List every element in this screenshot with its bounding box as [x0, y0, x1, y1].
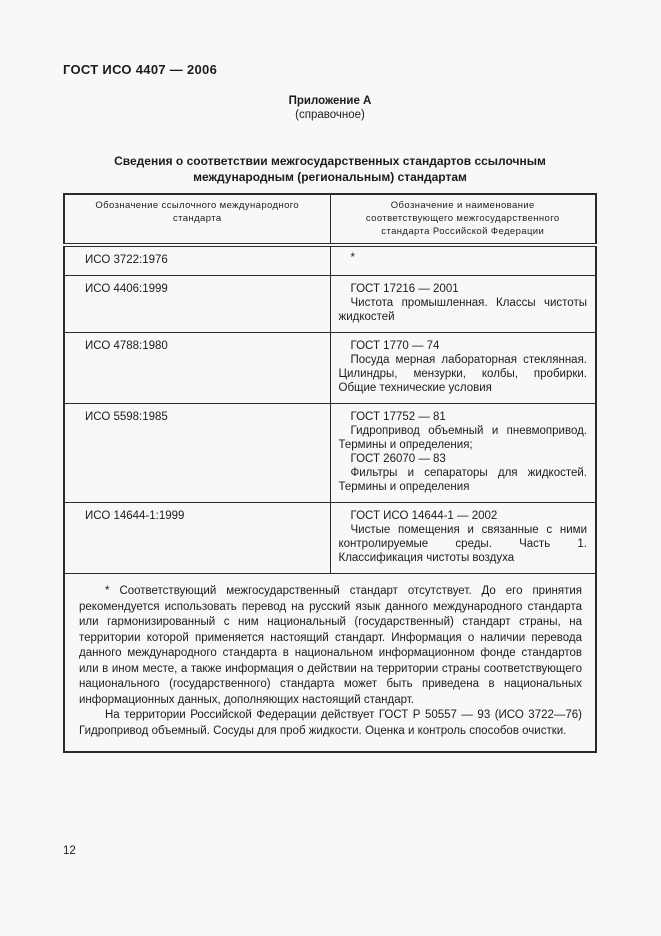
table-title-line1: Сведения о соответствии межгосударственных стандартов ссылочным [114, 154, 546, 168]
appendix-label: Приложение А [288, 95, 372, 107]
header-gost-standard: Обозначение и наименование соответствующего межгосударственного стандарта Российской Федерации [330, 194, 596, 245]
table-row [64, 503, 596, 574]
cell-text-line: Гидропривод объемный и пневмопривод. Термины и определения; [338, 425, 587, 451]
appendix-heading [63, 94, 597, 122]
gost-standard-cell [330, 503, 596, 574]
intl-standard-cell: ИСО 3722:1976 [64, 245, 330, 276]
header-intl-standard: Обозначение ссылочного международного стандарта [64, 194, 330, 245]
cell-text-line: ГОСТ ИСО 14644-1 — 2002 [350, 510, 498, 522]
table-footnote-section [64, 574, 596, 753]
appendix-kind: (справочное) [295, 109, 365, 121]
cell-text-line: ГОСТ 1770 — 74 [350, 340, 440, 352]
footnote-cell [64, 574, 596, 753]
document-code: ГОСТ ИСО 4407 — 2006 [63, 62, 218, 77]
intl-standard-cell: ИСО 5598:1985 [64, 404, 330, 503]
footnote-paragraph-1: * Соответствующий межгосударственный стандарт отсутствует. До его принятия рекомендуется использовать перевод на русский язык данного международного стандарта или гармонизированный с ним национальный (государственный) стандарт страны, на территории которой применяется настоящий стандарт. Информация о наличии перевода данного международного стандарта в национальном информационном фонде стандартов или в ином месте, а также информация о действии на территории страны соответствующего национального (государственного) стандарта может быть приведена в национальных информационных данных, дополняющих настоящий стандарт. [79, 585, 582, 706]
gost-standard-cell [330, 404, 596, 503]
cell-text-line: ГОСТ 26070 — 83 [350, 453, 446, 465]
gost-standard-cell [330, 245, 596, 276]
intl-standard-cell: ИСО 4406:1999 [64, 276, 330, 333]
table-row [64, 404, 596, 503]
table-body [64, 245, 596, 574]
footnote-paragraph-2: На территории Российской Федерации действует ГОСТ Р 50557 — 93 (ИСО 3722—76) Гидропривод объемный. Сосуды для проб жидкости. Оценка и контроль способов очистки. [79, 709, 582, 737]
standards-correspondence-table [63, 193, 597, 753]
table-row [64, 245, 596, 276]
table-header [64, 194, 596, 245]
table-header-row [64, 194, 596, 245]
cell-text-line: Фильтры и сепараторы для жидкостей. Термины и определения [338, 467, 587, 493]
cell-text-line: Посуда мерная лабораторная стеклянная. Цилиндры, мензурки, колбы, пробирки. Общие технические условия [338, 354, 587, 394]
cell-text-line: ГОСТ 17216 — 2001 [350, 283, 459, 295]
gost-standard-cell [330, 276, 596, 333]
cell-text-line: ГОСТ 17752 — 81 [350, 411, 446, 423]
intl-standard-cell: ИСО 14644-1:1999 [64, 503, 330, 574]
table-title [43, 153, 617, 185]
table-row [64, 276, 596, 333]
table-row [64, 333, 596, 404]
cell-text-line: Чистота промышленная. Классы чистоты жидкостей [338, 297, 587, 323]
gost-standard-cell [330, 333, 596, 404]
footnote-row [64, 574, 596, 753]
intl-standard-cell: ИСО 4788:1980 [64, 333, 330, 404]
cell-text-line: Чистые помещения и связанные с ними контролируемые среды. Часть 1. Классификация чистоты воздуха [338, 524, 587, 564]
table-title-line2: международным (региональным) стандартам [193, 170, 467, 184]
cell-text-line: * [350, 252, 355, 264]
page-number: 12 [63, 845, 76, 857]
